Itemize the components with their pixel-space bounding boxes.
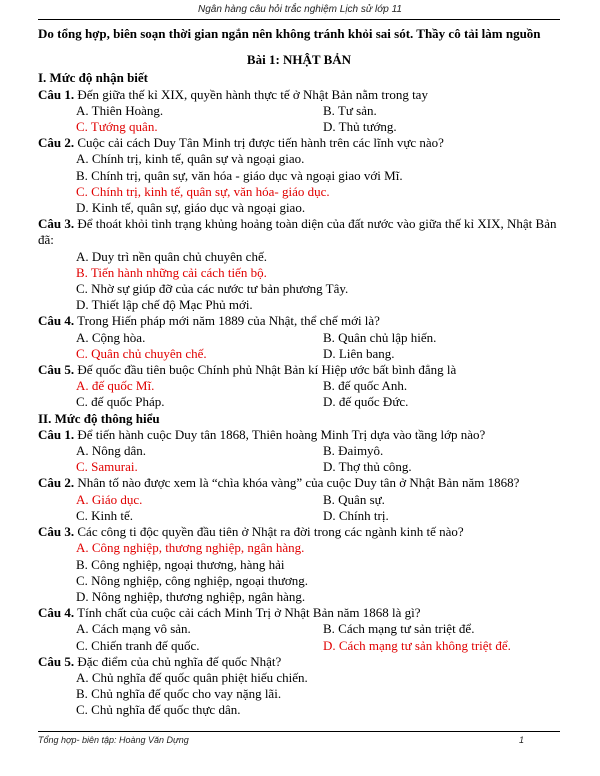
header-divider: [38, 19, 560, 20]
question-stem: [38, 216, 560, 248]
answer-option: B. đế quốc Anh.: [323, 378, 408, 394]
page-number: 1: [518, 735, 524, 745]
answer-option-correct: A. Giáo dục.: [76, 491, 143, 507]
question-number: Câu 5.: [38, 362, 75, 378]
question-text: Tính chất của cuộc cải cách Minh Trị ở Nhật Bản năm 1868 là gì?: [77, 605, 421, 621]
answer-option-correct: C. Samurai.: [76, 459, 138, 475]
answer-option: C. Nhờ sự giúp đỡ của các nước tư bản phương Tây.: [76, 281, 349, 297]
answer-option: A. Thiên Hoàng.: [76, 102, 164, 118]
question-stem: [38, 427, 560, 443]
question: [38, 654, 560, 719]
question-stem: [38, 524, 560, 540]
question-number: Câu 5.: [38, 653, 75, 669]
question-number: Câu 1.: [38, 426, 75, 442]
answer-option: A. Duy trì nền quân chủ chuyên chế.: [76, 248, 267, 264]
question: [38, 524, 560, 605]
answer-option-correct: A. đế quốc Mĩ.: [76, 378, 155, 394]
question-text: Để tiến hành cuộc Duy tân 1868, Thiên hoàng Minh Trị dựa vào tầng lớp nào?: [77, 426, 486, 442]
question: [38, 475, 560, 524]
sections: [38, 70, 560, 718]
answer-option: B. Chính trị, quân sự, văn hóa - giáo dục và ngoại giao với Mĩ.: [76, 167, 403, 183]
question-text: Trong Hiến pháp mới năm 1889 của Nhật, thể chế mới là?: [77, 313, 380, 329]
answer-options: [38, 492, 560, 524]
answer-options: [38, 151, 560, 216]
answer-option: B. Đaimyô.: [323, 443, 384, 459]
answer-options: [38, 249, 560, 314]
question-stem: [38, 87, 560, 103]
answer-option: B. Cách mạng tư sản triệt để.: [323, 621, 475, 637]
answer-option: D. Liên bang.: [323, 345, 395, 361]
question-number: Câu 4.: [38, 313, 75, 329]
answer-option: D. Thợ thủ công.: [323, 459, 412, 475]
answer-option: D. Thiết lập chế độ Mạc Phủ mới.: [76, 297, 253, 313]
question: [38, 87, 560, 136]
answer-options: [38, 621, 560, 653]
question-text: Đế quốc đầu tiên buộc Chính phủ Nhật Bản kí Hiệp ước bất bình đẳng là: [77, 362, 457, 378]
answer-option: D. Thủ tướng.: [323, 119, 397, 135]
question-number: Câu 1.: [38, 86, 75, 102]
answer-option-correct: C. Quân chủ chuyên chế.: [76, 345, 207, 361]
answer-option-correct: B. Tiến hành những cải cách tiến bộ.: [76, 264, 267, 280]
answer-options: [38, 103, 560, 135]
answer-option-correct: A. Công nghiệp, thương nghiệp, ngân hàng.: [76, 540, 305, 556]
answer-option: D. đế quốc Đức.: [323, 394, 409, 410]
answer-options: [38, 443, 560, 475]
answer-option: A. Chính trị, kinh tế, quân sự và ngoại giao.: [76, 151, 305, 167]
question-number: Câu 3.: [38, 524, 75, 540]
answer-option: C. Chủ nghĩa đế quốc thực dân.: [76, 702, 241, 718]
answer-option: C. Chiến tranh đế quốc.: [76, 637, 200, 653]
answer-option: D. Nông nghiệp, thương nghiệp, ngân hàng.: [76, 588, 306, 604]
answer-options: [38, 540, 560, 605]
question-text: Đặc điểm của chủ nghĩa đế quốc Nhật?: [77, 653, 282, 669]
answer-option: A. Chủ nghĩa đế quốc quân phiệt hiếu chiến.: [76, 669, 308, 685]
question-stem: [38, 313, 560, 329]
question: [38, 216, 560, 313]
answer-option: A. Cộng hòa.: [76, 329, 146, 345]
question: [38, 313, 560, 362]
question-number: Câu 2.: [38, 135, 75, 151]
question-text: Đến giữa thế kỉ XIX, quyền hành thực tế ở Nhật Bản nằm trong tay: [77, 86, 428, 102]
question-stem: [38, 362, 560, 378]
answer-option-correct: C. Tướng quân.: [76, 119, 158, 135]
answer-option: B. Quân chủ lập hiến.: [323, 329, 437, 345]
question: [38, 427, 560, 476]
answer-options: [38, 330, 560, 362]
question-stem: [38, 475, 560, 491]
answer-option-correct: C. Chính trị, kinh tế, quân sự, văn hóa- giáo dục.: [76, 183, 330, 199]
answer-option: B. Công nghiệp, ngoại thương, hàng hải: [76, 556, 285, 572]
question-text: Cuộc cải cách Duy Tân Minh trị được tiến hành trên các lĩnh vực nào?: [77, 135, 444, 151]
section-title: II. Mức độ thông hiểu: [38, 410, 160, 426]
footer-author: Tổng hợp- biên tập: Hoàng Văn Dựng: [38, 735, 189, 745]
answer-option: A. Nông dân.: [76, 443, 147, 459]
question-number: Câu 2.: [38, 475, 75, 491]
question: [38, 135, 560, 216]
answer-option: D. Kinh tế, quân sự, giáo dục và ngoại giao.: [76, 200, 306, 216]
answer-options: [38, 670, 560, 719]
question-number: Câu 4.: [38, 605, 75, 621]
document-body: [38, 26, 560, 719]
answer-option: C. Kinh tế.: [76, 507, 134, 523]
page-header: Ngân hàng câu hỏi trắc nghiệm Lịch sử lớp 11: [198, 4, 402, 15]
answer-options: [38, 378, 560, 410]
answer-option-correct: D. Cách mạng tư sản không triệt để.: [323, 637, 511, 653]
question-text: Nhân tố nào được xem là “chìa khóa vàng” của cuộc Duy tân ở Nhật Bản năm 1868?: [77, 475, 520, 491]
question-stem: [38, 654, 560, 670]
answer-option: C. Nông nghiệp, công nghiệp, ngoại thương.: [76, 572, 309, 588]
question-text: Để thoát khỏi tình trạng khủng hoảng toàn diện của đất nước vào giữa thế kỉ XIX, Nhật Bản đã:: [38, 216, 557, 248]
answer-option: B. Tư sản.: [323, 102, 377, 118]
answer-option: B. Chủ nghĩa đế quốc cho vay nặng lãi.: [76, 686, 282, 702]
question-number: Câu 3.: [38, 216, 75, 232]
section-title: I. Mức độ nhận biết: [38, 70, 149, 86]
answer-option: D. Chính trị.: [323, 507, 389, 523]
question-stem: [38, 135, 560, 151]
answer-option: B. Quân sự.: [323, 491, 385, 507]
lesson-title: Bài 1: NHẬT BẢN: [246, 52, 352, 68]
question-stem: [38, 605, 560, 621]
question: [38, 362, 560, 411]
answer-option: C. đế quốc Pháp.: [76, 394, 165, 410]
footer-divider: [38, 731, 560, 732]
answer-option: A. Cách mạng vô sản.: [76, 621, 191, 637]
page-footer: [38, 735, 560, 745]
intro-note: Do tổng hợp, biên soạn thời gian ngắn nên không tránh khỏi sai sót. Thầy cô tải làm nguồn: [38, 26, 541, 41]
question-text: Các công ti độc quyền đầu tiên ở Nhật ra đời trong các ngành kinh tế nào?: [77, 524, 464, 540]
question: [38, 605, 560, 654]
